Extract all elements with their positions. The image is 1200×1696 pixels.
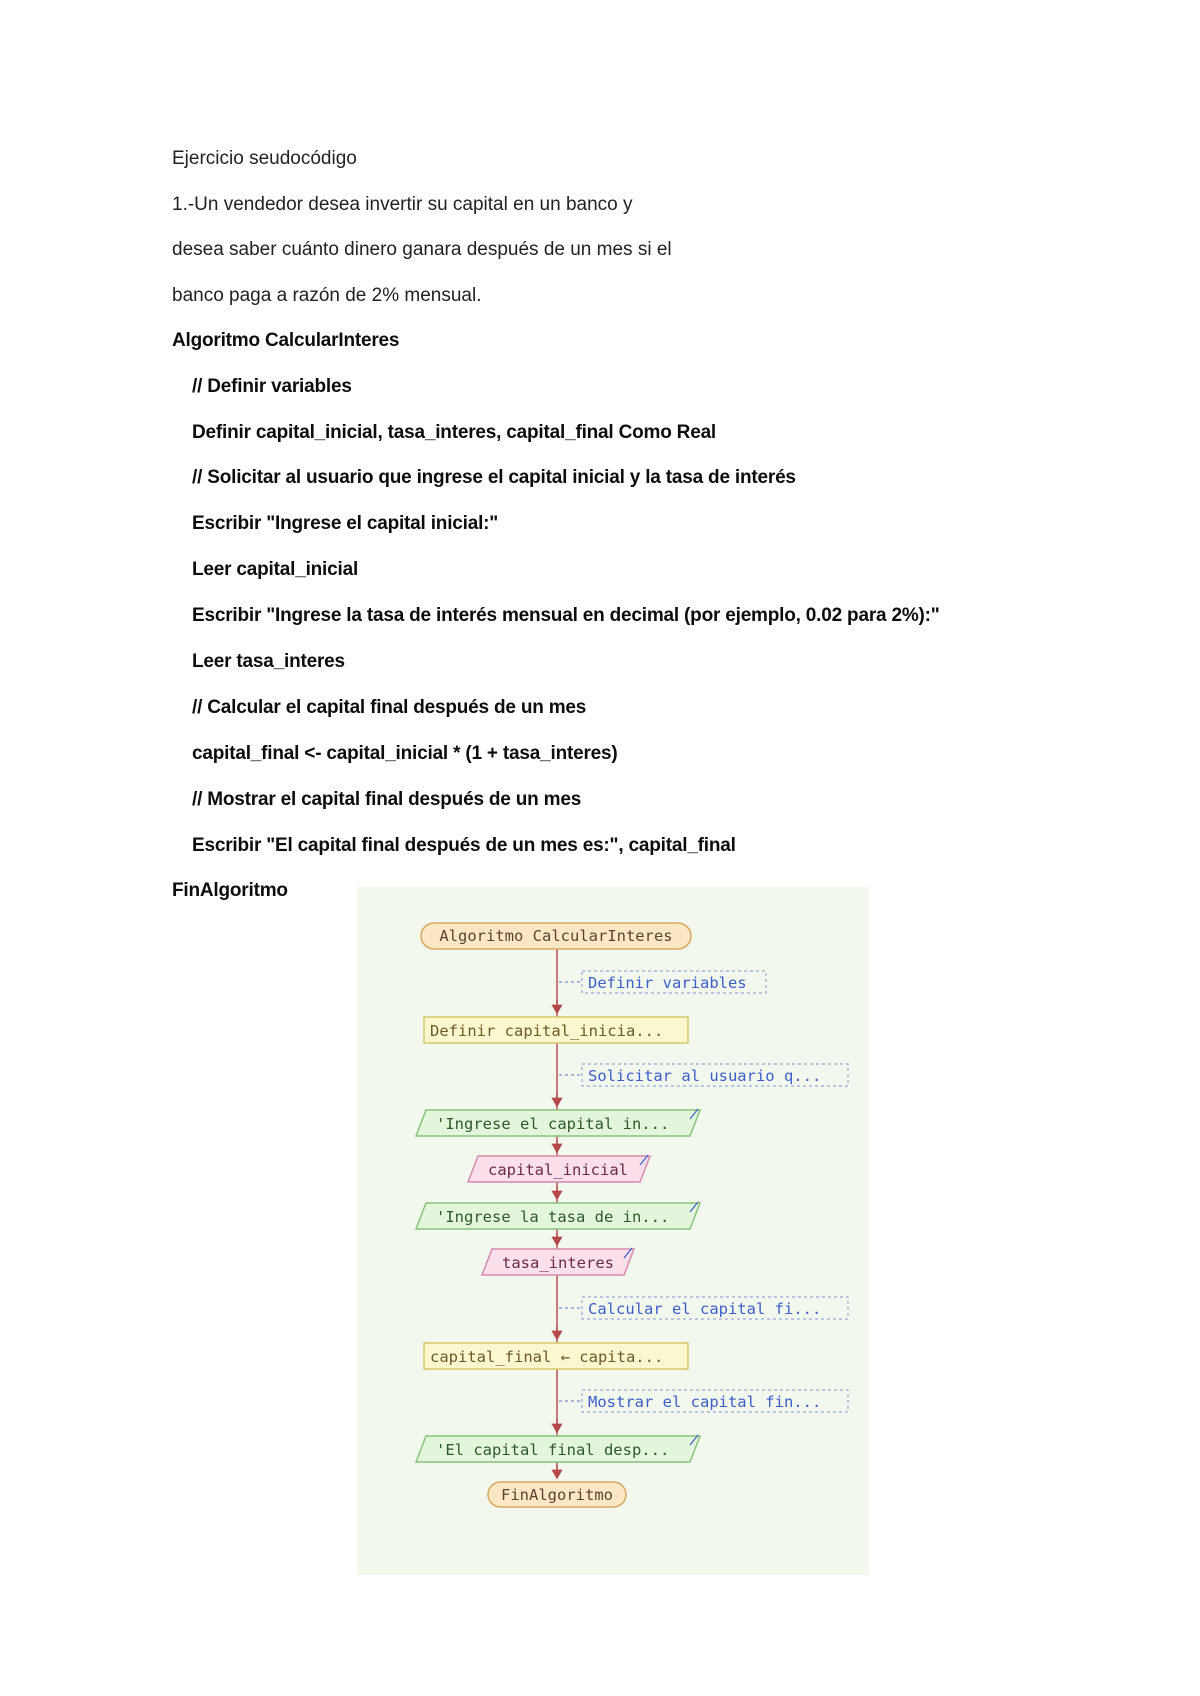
flow-comment-2 xyxy=(559,1064,848,1086)
code-line: Escribir "Ingrese el capital inicial:" xyxy=(192,513,499,534)
code-line: capital_final <- capital_inicial * (1 + tasa_interes) xyxy=(192,743,618,764)
code-line: // Mostrar el capital final después de un mes xyxy=(192,789,582,810)
code-line: Leer capital_inicial xyxy=(192,559,359,580)
flow-comment-1-label: Definir variables xyxy=(588,974,747,992)
code-line: // Solicitar al usuario que ingrese el capital inicial y la tasa de interés xyxy=(192,467,796,488)
flow-comment-4 xyxy=(559,1390,848,1412)
flow-comment-4-label: Mostrar el capital fin... xyxy=(588,1393,822,1411)
flow-input-1 xyxy=(468,1155,650,1182)
flow-output-1-label: 'Ingrese el capital in... xyxy=(436,1115,670,1133)
flow-assign-process xyxy=(424,1343,688,1369)
code-line: Definir capital_inicial, tasa_interes, capital_final Como Real xyxy=(192,422,717,443)
problem-line-3: banco paga a razón de 2% mensual. xyxy=(172,285,482,306)
flow-end-label: FinAlgoritmo xyxy=(501,1486,613,1504)
flowchart-diagram xyxy=(357,887,869,1575)
flow-output-1 xyxy=(416,1109,700,1136)
document-heading: Ejercicio seudocódigo xyxy=(172,148,357,169)
problem-line-1: 1.-Un vendedor desea invertir su capital en un banco y xyxy=(172,194,633,215)
flow-output-3-label: 'El capital final desp... xyxy=(436,1441,670,1459)
code-line: Escribir "El capital final después de un mes es:", capital_final xyxy=(192,835,736,856)
flow-comment-3 xyxy=(559,1297,848,1319)
code-line: // Calcular el capital final después de un mes xyxy=(192,697,587,718)
flow-input-2 xyxy=(482,1248,634,1275)
flow-output-2-label: 'Ingrese la tasa de in... xyxy=(436,1208,670,1226)
flow-output-2 xyxy=(416,1202,700,1229)
flow-assign-label: capital_final ← capita... xyxy=(430,1348,664,1366)
code-line: // Definir variables xyxy=(192,376,352,397)
code-line: Leer tasa_interes xyxy=(192,651,345,672)
problem-line-2: desea saber cuánto dinero ganara después de un mes si el xyxy=(172,239,672,260)
flow-output-3 xyxy=(416,1435,700,1462)
flow-input-2-label: tasa_interes xyxy=(502,1254,614,1272)
flow-input-1-label: capital_inicial xyxy=(488,1161,628,1179)
flow-end-terminal xyxy=(488,1482,626,1507)
code-algorithm-end: FinAlgoritmo xyxy=(172,880,288,901)
flow-define-label: Definir capital_inicia... xyxy=(430,1022,664,1040)
code-algorithm-start: Algoritmo CalcularInteres xyxy=(172,330,400,351)
flow-comment-1 xyxy=(559,971,766,993)
flow-start-terminal xyxy=(421,923,691,949)
flow-comment-3-label: Calcular el capital fi... xyxy=(588,1300,822,1318)
code-line: Escribir "Ingrese la tasa de interés mensual en decimal (por ejemplo, 0.02 para 2%):" xyxy=(192,605,940,626)
flow-define-process xyxy=(424,1017,688,1043)
flow-start-label: Algoritmo CalcularInteres xyxy=(439,927,673,945)
flow-comment-2-label: Solicitar al usuario q... xyxy=(588,1067,822,1085)
